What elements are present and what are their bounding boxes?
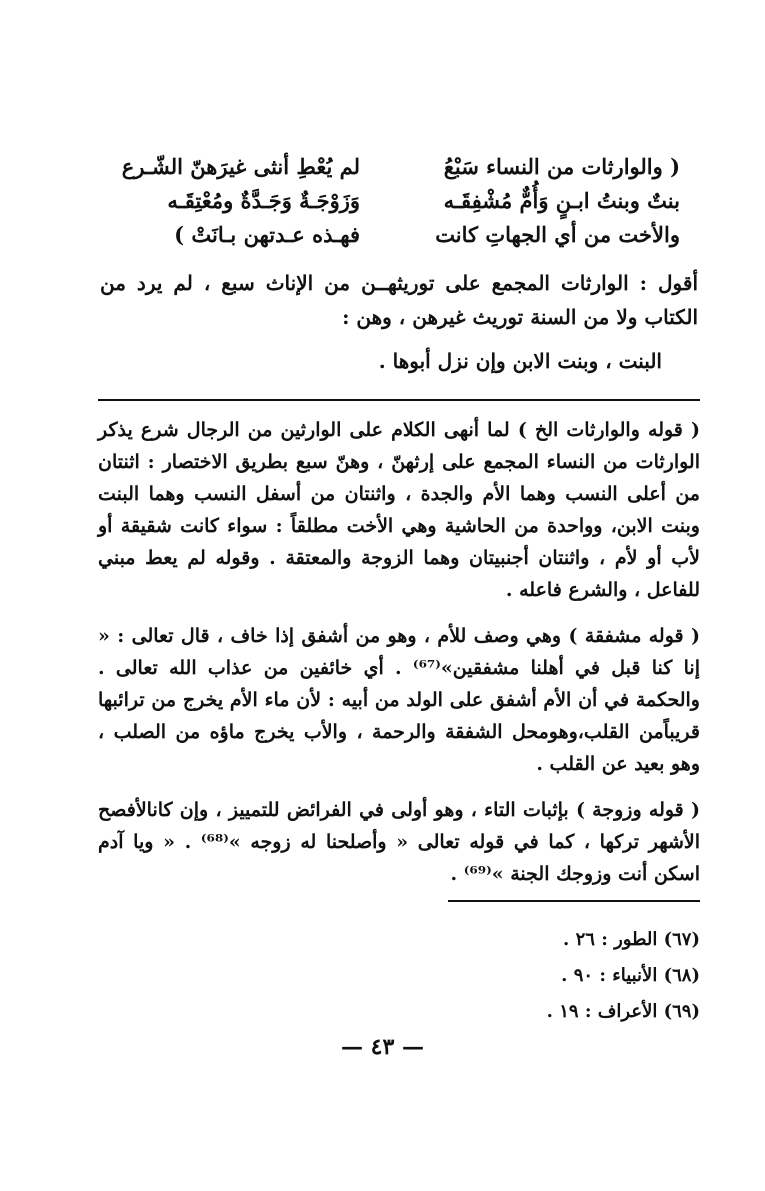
commentary-paragraph-2: ( قوله مشفقة ) وهي وصف للأم ، وهو من أشفق إذا خاف ، قال تعالى : « إنا كنا قبل في أهلنا مشفقين»⁽⁶⁷⁾ . أي خائفين من عذاب الله تعالى . والحكمة في أن الأم أشفق على الولد من أبيه : لأن ماء الأم يخرج من ترائبها قريباًمن القلب،وهومحل الشفقة والرحمة ، والأب يخرج ماؤه من الصلب ، وهو بعيد عن القلب . [98, 625, 700, 775]
poem-verse-1 [60, 150, 680, 184]
verse-1-second-hemistich: لم يُعْطِ أنثى غيرَهنّ الشّـرع [121, 154, 360, 179]
footnote-69: (٦٩) الأعراف : ١٩ . [546, 1001, 700, 1022]
commentary-paragraph-1: ( قوله والوارثات الخ ) لما أنهى الكلام على الوارثين من الرجال شرع يذكر الوارثات من النساء المجمع على إرثهنّ ، وهنّ سبع بطريق الاختصار : اثنتان من أعلى النسب وهما الأم والجدة ، واثنتان من أسفل النسب وهما البنت وبنت الابن، وواحدة من الحاشية وهي الأخت مطلقاً : سواء كانت شقيقة أو لأب أو لأم ، واثنتان أجنبيتان وهما الزوجة والمعتقة . وقوله لم يعط مبني للفاعل ، والشرع فاعله . [98, 419, 700, 601]
commentary-section [98, 414, 700, 904]
heirs-list-line: البنت ، وبنت الابن وإن نزل أبوها . [378, 349, 662, 373]
footnote-68: (٦٨) الأنبياء : ٩٠ . [561, 965, 700, 986]
verse-2-second-hemistich: وَزَوْجَـةٌ وَجَـدَّةٌ ومُعْتِقَـه [167, 188, 360, 213]
main-paragraph: أقول : الوارثات المجمع على توريثهــن من الإناث سبع ، لم يرد من الكتاب ولا من السنة توريث غيرهن ، وهن : [100, 271, 698, 329]
verse-1-first-hemistich: ( والوارثات من النساء سَبْعُ [443, 154, 680, 179]
commentary-paragraph-3: ( قوله وزوجة ) بإثبات التاء ، وهو أولى في الفرائض للتمييز ، وإن كانالأفصح الأشهر تركها ، كما في قوله تعالى « وأصلحنا له زوجه »⁽⁶⁸⁾ . « ويا آدم اسكن أنت وزوجك الجنة »⁽⁶⁹⁾ . [98, 799, 700, 885]
verse-2-first-hemistich: بنتٌ وبنتُ ابـنٍ وَأُمٌّ مُشْفِقَـه [443, 188, 680, 213]
poem-verses [60, 150, 680, 252]
poem-verse-3 [60, 218, 680, 252]
verse-3-first-hemistich: والأخت من أي الجهاتِ كانت [435, 222, 680, 247]
poem-verse-2 [60, 184, 680, 218]
separator-rule [98, 399, 700, 401]
footnote-67: (٦٧) الطور : ٢٦ . [563, 929, 700, 950]
verse-3-second-hemistich: فهـذه عـدتهن بـانَتْ ) [174, 222, 360, 247]
footnotes [300, 922, 700, 1030]
main-explanation [100, 266, 698, 378]
page-number: — ٤٣ — [341, 1034, 424, 1060]
footnote-separator [448, 900, 700, 902]
